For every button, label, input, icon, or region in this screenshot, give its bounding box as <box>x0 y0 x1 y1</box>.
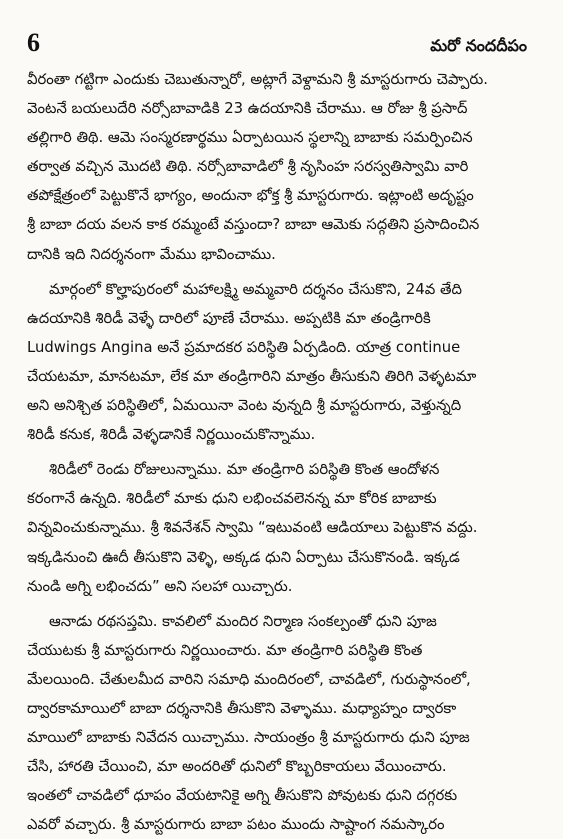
text-line: ఇంతలో చావడిలో ధూపం వేయటానికై అగ్ని తీసుకొని పోవుటకు ధుని దగ్గరకు <box>27 787 458 805</box>
paragraph <box>27 65 527 269</box>
page-number: 6 <box>27 28 40 57</box>
paragraph <box>27 275 527 450</box>
text-line: మాయిలో బాబాకు నివేదన యిచ్చాము. సాయంత్రం శ్రీ మాస్టరుగారు ధుని పూజ <box>27 729 470 747</box>
text-line: ద్వారకామాయిలో బాబా దర్శనానికి తీసుకొని వెళ్ళాము. మధ్యాహ్నం ద్వారకా <box>27 699 457 717</box>
text-line: ఆనాడు రథసప్తమి. కావలిలో మందిర నిర్మాణ సంకల్పంతో ధుని పూజ <box>49 612 437 630</box>
paragraph <box>27 607 527 839</box>
body-text <box>27 65 527 839</box>
text-line: చేయుటకు శ్రీ మాస్టరుగారు నిర్ణయించారు. మా తండ్రిగారి పరిస్థితి కొంత <box>27 641 423 659</box>
text-line: వీరంతా గట్టిగా ఎందుకు చెబుతున్నారో, అట్లాగే వెళ్దామని శ్రీ మాస్టరుగారు చెప్పారు. <box>27 71 488 88</box>
text-line: మేలయింది. చేతులమీద వారిని సమాధి మందిరంలో, చావడిలో, గురుస్థానంలో, <box>27 670 471 688</box>
text-line: శ్రీ బాబా దయ వలన కాక రమ్మంటే వస్తుందా? బాబా ఆమెకు సద్గతిని ప్రసాదించిన <box>27 216 480 234</box>
text-line: Ludwings Angina అనే ప్రమాదకర పరిస్థితి ఏర్పడింది. యాత్ర continue <box>27 338 461 356</box>
text-line: చేయటమా, మానటమా, లేక మా తండ్రిగారిని మాత్రం తీసుకుని తిరిగి వెళ్ళటమా <box>27 367 477 385</box>
text-line: తపోక్షేత్రంలో పెట్టుకొనే భాగ్యం, అందునా భోక్త శ్రీ మాస్టరుగారు. ఇట్లాంటి అదృష్టం <box>27 187 474 205</box>
text-line: కరంగానే ఉన్నది. శిరిడీలో మాకు ధుని లభించవలెనన్న మా కోరిక బాబాకు <box>27 490 437 508</box>
text-line: అని అనిశ్చిత పరిస్థితిలో, ఏమయినా వెంట వున్నది శ్రీ మాస్టరుగారు, వెళ్తున్నది <box>27 397 462 415</box>
text-line: శిరిడీ కనుక, శిరిడీ వెళ్ళడానికే నిర్ణయించుకొన్నాము. <box>27 426 316 444</box>
text-line: విన్నవించుకున్నాము. శ్రీ శివనేశన్ స్వామి “ఇటువంటి ఆడియాలు పెట్టుకొన వద్దు. <box>27 519 478 537</box>
text-line: దానికి ఇది నిదర్శనంగా మేము భావించాము. <box>27 245 276 263</box>
running-title: మరో నందదీపం <box>430 36 527 55</box>
text-line: ఉదయానికి శిరిడీ వెళ్ళే దారిలో పూణే చేరాము. అప్పటికి మా తండ్రిగారికి <box>27 309 431 327</box>
page-header <box>27 30 527 59</box>
text-line: వెంటనే బయలుదేరి నర్సోబావాడికి 23 ఉదయానికి చేరాము. ఆ రోజు శ్రీ ప్రసాద్ <box>27 100 468 118</box>
text-line: ఇక్కడినుంచి ఊదీ తీసుకొని వెళ్ళి, అక్కడ ధుని ఏర్పాటు చేసుకొనండి. ఇక్కడ <box>27 548 460 566</box>
text-line: శిరిడీలో రెండు రోజులున్నాము. మా తండ్రిగారి పరిస్థితి కొంత ఆందోళన <box>49 461 440 479</box>
text-line: చేసి, హారతి చేయించి, మా అందరితో ధునిలో కొబ్బరికాయలు వేయించారు. <box>27 758 447 776</box>
text-line: నుండి అగ్ని లభించదు” అని సలహా యిచ్చారు. <box>27 577 293 595</box>
text-line: ఎవరో వచ్చారు. శ్రీ మాస్టరుగారు బాబా పటం ముందు సాష్టాంగ నమస్కారం <box>27 816 445 834</box>
text-line: మార్గంలో కొల్హాపురంలో మహాలక్ష్మి అమ్మవారి దర్శనం చేసుకొని, 24వ తేది <box>49 280 462 298</box>
paragraph <box>27 455 527 600</box>
text-line: తల్లిగారి తిథి. ఆమె సంస్మరణార్థము ఏర్పాటయిన స్థలాన్ని బాబాకు సమర్పించిన <box>27 129 473 147</box>
text-line: తర్వాత వచ్చిన మొదటి తిథి. నర్సోబావాడిలో శ్రీ నృసింహ సరస్వతిస్వామి వారి <box>27 158 469 176</box>
